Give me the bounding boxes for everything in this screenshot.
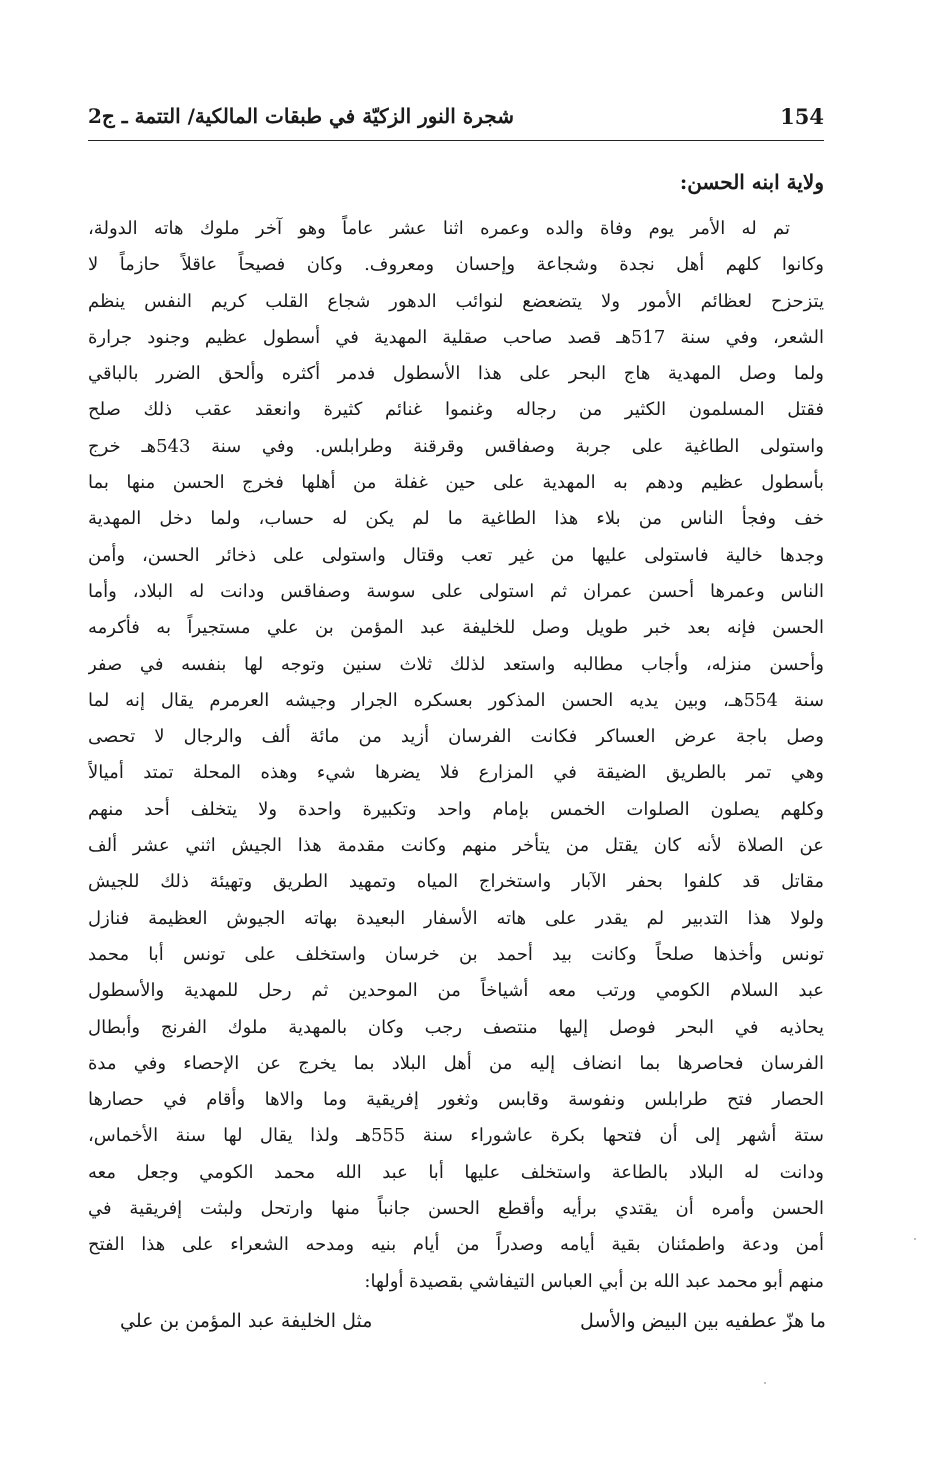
text-line: وأحسن منزله، وأجاب مطالبه واستعد لذلك ثلاث سنين وتوجه لها بنفسه في صفر [88,653,824,675]
text-line: يحاذيه في البحر فوصل إليها منتصف رجب وكان بالمهدية ملوك الفرنج وأبطال [88,1016,824,1038]
section-heading: ولاية ابنه الحسن: [679,170,824,194]
text-line: يتزحزح لعظائم الأمور ولا يتضعضع لنوائب الدهور شجاع القلب كريم النفس ينظم [88,290,824,312]
text-line: سنة 554هـ، وبين يديه الحسن المذكور بعسكره الجرار وجيشه العرمرم يقال إنه لما [88,689,824,711]
text-line: الحسن وأمره أن يقتدي برأيه وأقطع الحسن جانباً منها وارتحل ولبثت إفريقية في [88,1198,824,1220]
verse-second-hemistich: مثل الخليفة عبد المؤمن بن علي [120,1310,373,1332]
text-line: تم له الأمر يوم وفاة والده وعمره اثنا عشر عاماً وهو آخر ملوك هاته الدولة، [88,218,790,239]
text-line: ودانت له البلاد بالطاعة واستخلف عليها أبا عبد الله محمد الكومي وجعل معه [88,1161,824,1183]
text-line: مقاتل قد كلفوا بحفر الآبار واستخراج المياه وتمهيد الطريق وتهيئة ذلك للجيش [88,871,824,893]
text-line: الفرسان فحاصرها بما انضاف إليه من أهل البلاد بما يخرج عن الإحصاء وفي مدة [88,1052,824,1074]
poem-verse [120,1306,826,1346]
scan-speck [914,1238,916,1240]
text-line: الحصار فتح طرابلس ونفوسة وقابس وثغور إفريقية وما والاها وأقام في حصارها [88,1089,824,1111]
body-text [88,211,824,1300]
scan-speck [764,1382,766,1384]
text-line: تونس وأخذها صلحاً وكانت بيد أحمد بن خرسان واستخلف على تونس أبا محمد [88,943,824,965]
text-line: وصل باجة عرض العساكر فكانت الفرسان أزيد من مائة ألف والرجال لا تحصى [88,726,824,748]
text-line: وكلهم يصلون الصلوات الخمس بإمام واحد وتكبيرة واحدة ولا يتخلف أحد منهم [88,798,824,820]
text-line: ولولا هذا التدبير لم يقدر على هاته الأسفار البعيدة بهاته الجيوش العظيمة فنازل [88,907,824,929]
text-line: الناس وعمرها أحسن عمران ثم استولى على سوسة وصفاقس ودانت له البلاد، وأما [88,580,824,602]
text-line: الحسن فإنه بعد خبر طويل وصل للخليفة عبد المؤمن بن علي مستجيراً به فأكرمه [88,617,824,639]
text-line: وجدها خالية فاستولى عليها من غير تعب وقتال واستولى على ذخائر الحسن، وأمن [88,544,824,566]
verse-first-hemistich: ما هزّ عطفيه بين البيض والأسل [579,1310,826,1332]
text-line: ولما وصل المهدية هاج البحر على هذا الأسطول فدمر أكثره وألحق الضرر بالباقي [88,363,824,385]
text-line: واستولى الطاغية على جربة وصفاقس وقرقنة وطرابلس. وفي سنة 543هـ خرج [88,435,824,457]
running-title: شجرة النور الزكيّة في طبقات المالكية/ التتمة ـ ج2 [88,104,514,128]
text-line: خف وفجأ الناس من بلاء هذا الطاغية ما لم يكن له حساب، ولما دخل المهدية [88,508,824,530]
text-line: أمن ودعة واطمئنان بقية أيامه وصدراً من أيام بنيه ومدحه الشعراء على هذا الفتح [88,1234,824,1256]
text-line: عبد السلام الكومي ورتب معه أشياخاً من الموحدين ثم رحل للمهدية والأسطول [88,980,824,1002]
text-line: منهم أبو محمد عبد الله بن أبي العباس التيفاشي بقصيدة أولها: [364,1270,824,1292]
text-line: وهي تمر بالطريق الضيقة في المزارع فلا يضرها شيء وهذه المحلة تمتد أميالاً [88,762,824,784]
page-header [88,104,824,144]
text-line: فقتل المسلمون الكثير من رجاله وغنموا غنائم كثيرة وانعقد عقب ذلك صلح [88,399,824,421]
text-line: عن الصلاة لأنه كان يقتل من يتأخر منهم وكانت مقدمة هذا الجيش اثني عشر ألف [88,835,824,857]
page-number: 154 [780,104,824,129]
text-line: بأسطول عظيم ودهم به المهدية على حين غفلة من أهلها فخرج الحسن منها بما [88,472,824,494]
header-rule [88,140,824,141]
text-line: الشعر، وفي سنة 517هـ قصد صاحب صقلية المهدية في أسطول عظيم وجنود جرارة [88,326,824,348]
text-line: وكانوا كلهم أهل نجدة وشجاعة وإحسان ومعروف. وكان فصيحاً عاقلاً حازماً لا [88,254,824,276]
text-line: ستة أشهر إلى أن فتحها بكرة عاشوراء سنة 555هـ ولذا يقال لها سنة الأخماس، [88,1125,824,1147]
